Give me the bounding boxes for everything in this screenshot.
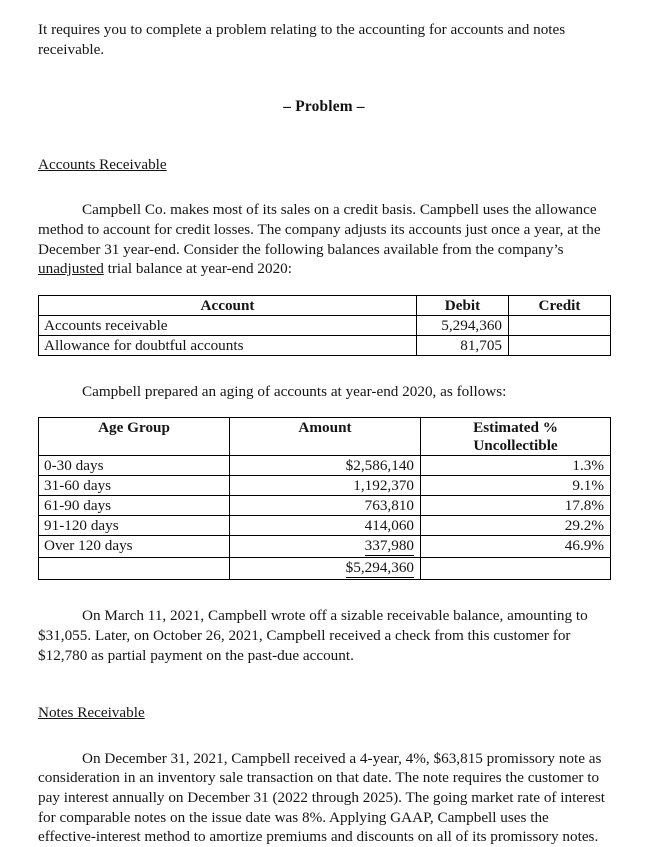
spacer <box>38 580 610 606</box>
cell-amount: $2,586,140 <box>230 456 421 476</box>
cell-account-name: Accounts receivable <box>39 315 417 335</box>
cell-pct-uncollectible: 1.3% <box>421 456 611 476</box>
spacer <box>38 59 610 97</box>
paragraph-text-part2: trial balance at year-end 2020: <box>103 260 292 278</box>
spacer <box>38 665 610 703</box>
cell-pct-uncollectible: 29.2% <box>421 516 611 536</box>
aging-intro-paragraph: Campbell prepared an aging of accounts at year-end 2020, as follows: <box>82 382 507 400</box>
accounts-receivable-paragraph <box>38 200 610 278</box>
subtotal-rule-amount: 337,980 <box>364 537 414 555</box>
trial-balance-table <box>38 295 611 356</box>
header-line-2: Uncollectible <box>473 436 558 454</box>
heading-notes-receivable: Notes Receivable <box>38 704 145 722</box>
document-body <box>38 20 610 847</box>
table-row <box>39 456 611 476</box>
heading-accounts-receivable: Accounts Receivable <box>38 155 167 173</box>
aging-schedule-table <box>38 417 611 580</box>
cell-credit-amount <box>509 335 611 355</box>
total-rule-amount: $5,294,360 <box>345 559 414 577</box>
table-header-row <box>39 295 611 315</box>
unadjusted-emphasis: unadjusted <box>38 260 104 278</box>
cell-age-group: 91-120 days <box>39 516 230 536</box>
cell-age-group: 61-90 days <box>39 496 230 516</box>
cell-account-name: Allowance for doubtful accounts <box>39 335 417 355</box>
cell-amount: 763,810 <box>230 496 421 516</box>
header-line-1: Estimated % <box>473 419 558 437</box>
notes-receivable-paragraph: On December 31, 2021, Campbell received a 4-year, 4%, $63,815 promissory note as consideration in an inventory sale transaction on that date. The note requires the customer to pay interest annually on December 31 (2022 through 2025). The going market rate of interest for comparable notes on the issue date was 8%. Applying GAAP, Campbell uses the effective-interest method to amortize premiums and discounts on all of its promissory notes. <box>38 749 605 846</box>
cell-amount: 414,060 <box>230 516 421 536</box>
spacer <box>38 279 610 295</box>
cell-pct-uncollectible: 46.9% <box>421 536 611 558</box>
cell-total-amount <box>230 558 421 580</box>
cell-age-group-total-label <box>39 558 230 580</box>
table-row <box>39 496 611 516</box>
table-row <box>39 315 611 335</box>
cell-credit-amount <box>509 315 611 335</box>
cell-pct-uncollectible: 9.1% <box>421 476 611 496</box>
table-row <box>39 516 611 536</box>
cell-age-group: 31-60 days <box>39 476 230 496</box>
spacer <box>38 401 610 417</box>
cell-debit-amount: 5,294,360 <box>417 315 509 335</box>
spacer <box>38 174 610 200</box>
problem-title: – Problem – <box>283 98 365 116</box>
column-header-estimated-pct-uncollectible <box>421 418 611 456</box>
table-row <box>39 476 611 496</box>
table-header-row <box>39 418 611 456</box>
cell-amount: 1,192,370 <box>230 476 421 496</box>
cell-age-group: 0-30 days <box>39 456 230 476</box>
cell-amount <box>230 536 421 558</box>
spacer <box>38 117 610 155</box>
spacer <box>38 356 610 382</box>
column-header-debit: Debit <box>417 295 509 315</box>
table-row <box>39 335 611 355</box>
cell-total-pct <box>421 558 611 580</box>
table-row <box>39 536 611 558</box>
intro-paragraph: It requires you to complete a problem relating to the accounting for accounts and notes receivable. <box>38 21 566 58</box>
spacer <box>38 723 610 749</box>
cell-age-group: Over 120 days <box>39 536 230 558</box>
column-header-credit: Credit <box>509 295 611 315</box>
column-header-age-group: Age Group <box>39 418 230 456</box>
column-header-account: Account <box>39 295 417 315</box>
cell-pct-uncollectible: 17.8% <box>421 496 611 516</box>
column-header-amount: Amount <box>230 418 421 456</box>
paragraph-text-part1: Campbell Co. makes most of its sales on a credit basis. Campbell uses the allowance method to account for credit losses. The company adjusts its accounts just once a year, at the December 31 year-end. Consider the following balances available from the company’s <box>38 201 601 258</box>
cell-debit-amount: 81,705 <box>417 335 509 355</box>
table-total-row <box>39 558 611 580</box>
writeoff-paragraph: On March 11, 2021, Campbell wrote off a sizable receivable balance, amounting to $31,055. Later, on October 26, 2021, Campbell received a check from this customer for $12,780 as partial payment on the past-due account. <box>38 607 588 664</box>
